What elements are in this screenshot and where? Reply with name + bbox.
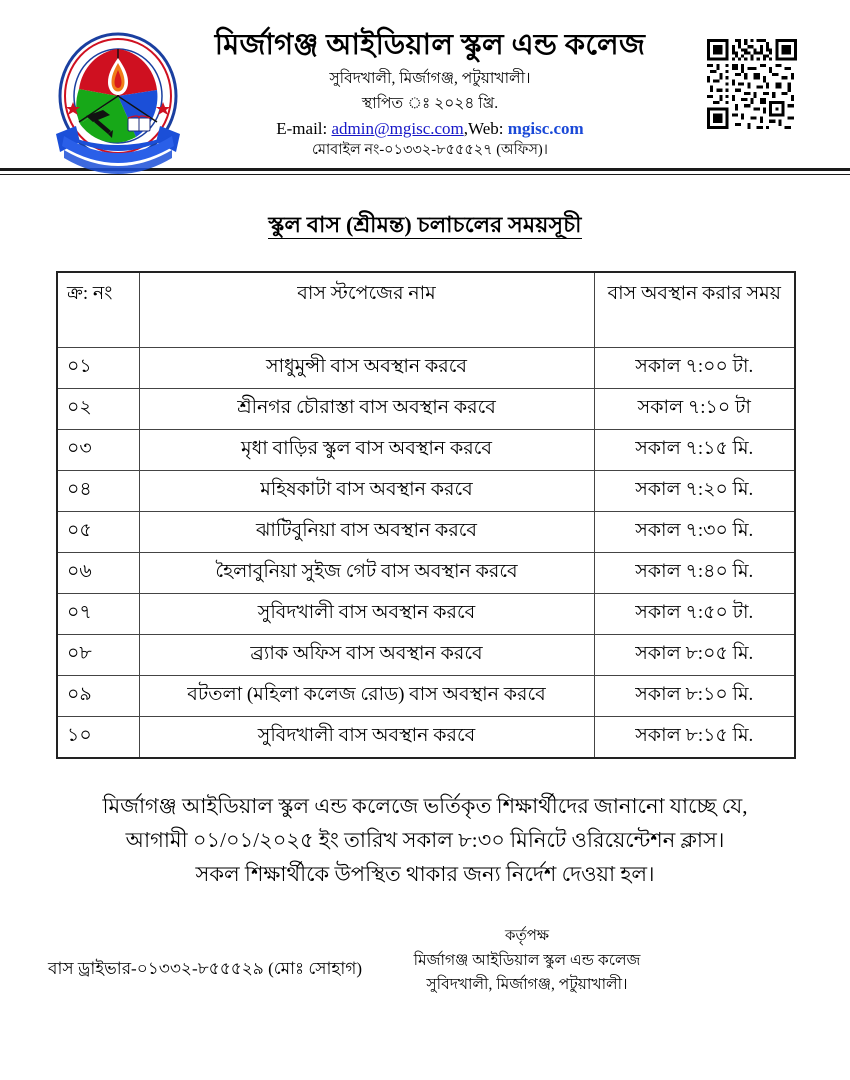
table-row [57, 430, 795, 471]
mobile-number: মোবাইল নং-০১৩৩২-৮৫৫৫২৭ (অফিস)। [312, 142, 548, 159]
table-row [57, 389, 795, 430]
cell-time: সকাল ৮:১০ মি. [594, 676, 795, 717]
cell-serial: ০৯ [57, 676, 139, 717]
table-row [57, 512, 795, 553]
column-header-stoppage: বাস স্টপেজের নাম [139, 272, 594, 348]
table-head [57, 272, 795, 348]
table-row [57, 676, 795, 717]
cell-time: সকাল ৮:০৫ মি. [594, 635, 795, 676]
cell-serial: ০১ [57, 348, 139, 389]
qr-code [704, 36, 800, 132]
cell-time: সকাল ৭:৩০ মি. [594, 512, 795, 553]
email-label: E-mail: [276, 119, 328, 139]
cell-serial: ০৭ [57, 594, 139, 635]
cell-stoppage: শ্রীনগর চৌরাস্তা বাস অবস্থান করবে [139, 389, 594, 430]
cell-time: সকাল ৮:১৫ মি. [594, 717, 795, 759]
page-title-text: স্কুল বাস (শ্রীমন্ত) চলাচলের সময়সূচী [268, 212, 582, 237]
table-row [57, 594, 795, 635]
cell-stoppage: হৈলাবুনিয়া সুইজ গেট বাস অবস্থান করবে [139, 553, 594, 594]
driver-contact: বাস ড্রাইভার-০১৩৩২-৮৫৫৫২৯ (মোঃ সোহাগ) [48, 959, 363, 978]
cell-serial: ০৫ [57, 512, 139, 553]
contact-separator: , [463, 119, 469, 139]
table-row [57, 635, 795, 676]
cell-time: সকাল ৭:১০ টা [594, 389, 795, 430]
cell-time: সকাল ৭:৪০ মি. [594, 553, 795, 594]
school-crest-logo [48, 30, 188, 178]
cell-serial: ০৬ [57, 553, 139, 594]
web-label: Web: [468, 119, 504, 139]
column-header-serial: ক্র: নং [57, 272, 139, 348]
table-row [57, 471, 795, 512]
cell-serial: ১০ [57, 717, 139, 759]
cell-serial: ০৪ [57, 471, 139, 512]
page-title [0, 208, 850, 245]
table-header-row [57, 272, 795, 348]
email-link[interactable]: admin@mgisc.com [331, 119, 464, 139]
website-link[interactable]: mgisc.com [507, 119, 584, 139]
notice-line-3: সকল শিক্ষার্থীকে উপস্থিত থাকার জন্য নির্দেশ দেওয়া হল। [195, 862, 655, 887]
cell-stoppage: সুবিদখালী বাস অবস্থান করবে [139, 717, 594, 759]
cell-stoppage: বটতলা (মহিলা কলেজ রোড) বাস অবস্থান করবে [139, 676, 594, 717]
table-row [57, 348, 795, 389]
signature-authority: কর্তৃপক্ষ [504, 928, 550, 945]
established-year: স্থাপিত ঃ ২০২৪ খ্রি. [361, 94, 499, 112]
cell-serial: ০২ [57, 389, 139, 430]
letterhead [0, 0, 850, 182]
school-name: মির্জাগঞ্জ আইডিয়াল স্কুল এন্ড কলেজ [214, 29, 646, 61]
table-row [57, 717, 795, 759]
school-address: সুবিদখালী, মির্জাগঞ্জ, পটুয়াখালী। [329, 70, 531, 88]
table-body [57, 348, 795, 759]
cell-serial: ০৮ [57, 635, 139, 676]
cell-stoppage: মহিষকাটা বাস অবস্থান করবে [139, 471, 594, 512]
schedule-table-container [56, 271, 794, 759]
cell-stoppage: সুবিদখালী বাস অবস্থান করবে [139, 594, 594, 635]
cell-time: সকাল ৭:০০ টা. [594, 348, 795, 389]
notice-text [34, 789, 816, 891]
cell-stoppage: ঝাটিবুনিয়া বাস অবস্থান করবে [139, 512, 594, 553]
cell-stoppage: ব্র্যাক অফিস বাস অবস্থান করবে [139, 635, 594, 676]
cell-stoppage: সাধুমুন্সী বাস অবস্থান করবে [139, 348, 594, 389]
cell-serial: ০৩ [57, 430, 139, 471]
notice-line-1: মির্জাগঞ্জ আইডিয়াল স্কুল এন্ড কলেজে ভর্তিকৃত শিক্ষার্থীদের জানানো যাচ্ছে যে, [102, 794, 748, 818]
signature-address: সুবিদখালী, মির্জাগঞ্জ, পটুয়াখালী। [426, 976, 628, 994]
signature-institution: মির্জাগঞ্জ আইডিয়াল স্কুল এন্ড কলেজ [413, 952, 641, 970]
table-row [57, 553, 795, 594]
column-header-time: বাস অবস্থান করার সময় [594, 272, 795, 348]
cell-time: সকাল ৭:১৫ মি. [594, 430, 795, 471]
cell-time: সকাল ৭:৫০ টা. [594, 594, 795, 635]
bus-schedule-table [56, 271, 796, 759]
cell-time: সকাল ৭:২০ মি. [594, 471, 795, 512]
notice-line-2: আগামী ০১/০১/২০২৫ ইং তারিখ সকাল ৮:৩০ মিনিটে ওরিয়েন্টেশন ক্লাস। [125, 828, 725, 853]
cell-stoppage: মৃধা বাড়ির স্কুল বাস অবস্থান করবে [139, 430, 594, 471]
